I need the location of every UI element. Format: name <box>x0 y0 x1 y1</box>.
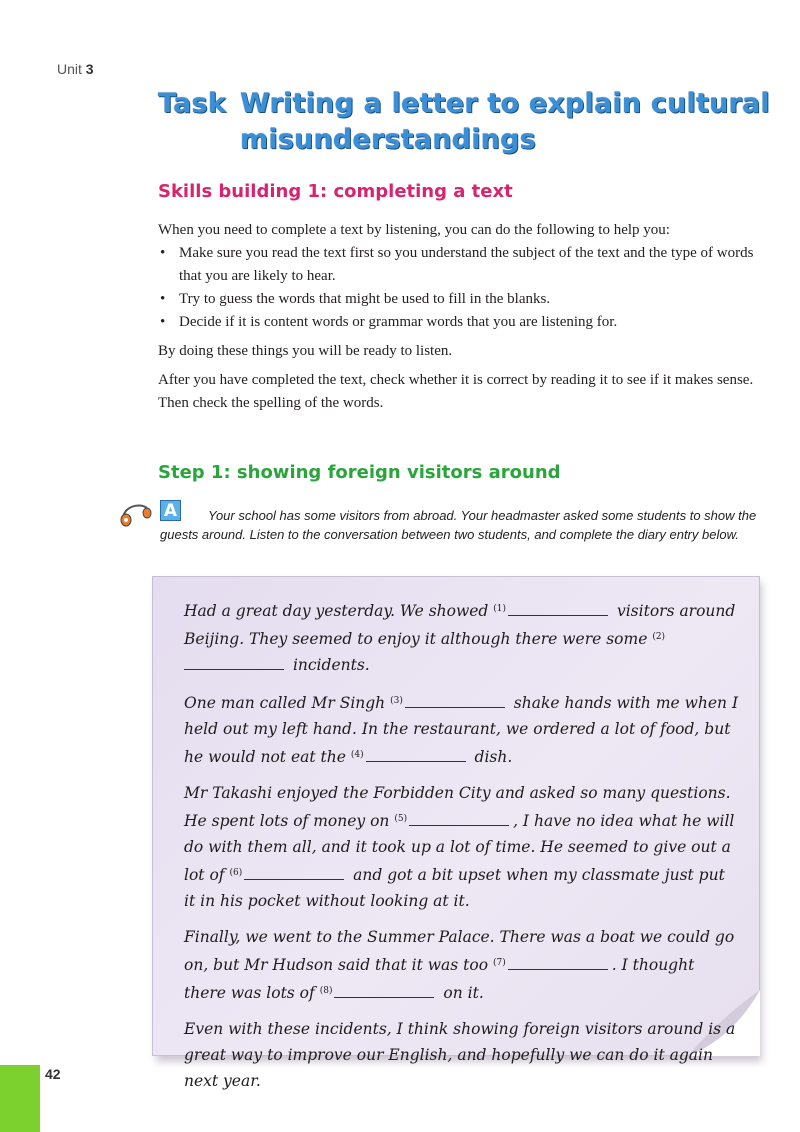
skills-paragraph-2: After you have completed the text, check whether it is correct by reading it to see if it makes sense. Then check the spelling of the words. <box>158 372 754 411</box>
blank-number: (7) <box>493 958 506 968</box>
skills-heading: Skills building 1: completing a text <box>158 181 513 202</box>
page-title <box>158 86 778 158</box>
blank-3-input[interactable] <box>405 693 505 708</box>
blank-number: (4) <box>350 750 364 760</box>
diary-entry <box>184 596 739 1104</box>
title-line-2: misunderstandings <box>240 124 536 155</box>
skills-bullet: • Try to guess the words that might be used to fill in the blanks. <box>158 288 758 311</box>
page-tab <box>0 1065 40 1132</box>
skills-bullet: • Make sure you read the text first so you understand the subject of the text and the type of words that you are likely to hear. <box>158 242 758 288</box>
headphones-icon <box>117 499 157 529</box>
blank-7-input[interactable] <box>508 955 608 970</box>
blank-4-input[interactable] <box>366 747 466 762</box>
blank-number: (8) <box>319 986 333 996</box>
unit-prefix: Unit <box>57 61 82 77</box>
blank-number: (2) <box>652 632 666 642</box>
blank-1-input[interactable] <box>508 601 608 616</box>
unit-number: 3 <box>85 61 94 77</box>
activity-a-badge: A <box>160 500 181 521</box>
skills-bullet: • Decide if it is content words or grammar words that you are listening for. <box>158 311 758 334</box>
step1-heading: Step 1: showing foreign visitors around <box>158 462 561 483</box>
blank-8-input[interactable] <box>334 983 434 998</box>
blank-6-input[interactable] <box>244 865 344 880</box>
title-task-label: Task <box>158 88 226 119</box>
diary-paragraph-3: Mr Takashi enjoyed the Forbidden City and asked so many questions. He spent lots of money on $^{(5)}$ , I have no idea what he will do with them all, and it took up a lot of time. He seemed to give out a lot of $^{(6)}$ and got a bit upset when my classmate just put it in his pocket without looking at it. <box>184 784 735 910</box>
blank-2-input[interactable] <box>184 655 284 670</box>
blank-number: (5) <box>394 814 408 824</box>
skills-paragraph-1: By doing these things you will be ready to listen. <box>158 343 453 359</box>
skills-body <box>158 219 758 415</box>
blank-5-input[interactable] <box>409 811 509 826</box>
diary-paragraph-1: Had a great day yesterday. We showed $^{(1)}$ visitors around Beijing. They seemed to enjoy it although there were some $^{(2)}$ incidents. <box>184 602 736 674</box>
page-number: 42 <box>45 1066 61 1082</box>
diary-paragraph-4: Finally, we went to the Summer Palace. There was a boat we could go on, but Mr Hudson said that it was too $^{(7)}$ . I thought there was lots of $^{(8)}$ on it. <box>184 928 735 1002</box>
skills-bullet-list <box>158 242 758 334</box>
blank-number: (3) <box>390 696 403 706</box>
skills-intro: When you need to complete a text by listening, you can do the following to help you: <box>158 222 670 238</box>
unit-label <box>57 61 94 77</box>
blank-number: (1) <box>493 604 507 614</box>
title-line-1: Writing a letter to explain cultural <box>240 88 770 119</box>
diary-paragraph-5: Even with these incidents, I think showing foreign visitors around is a great way to improve our English, and hopefully we can do it again next year. <box>184 1020 736 1090</box>
blank-number: (6) <box>229 868 243 878</box>
diary-paragraph-2: One man called Mr Singh $^{(3)}$ shake hands with me when I held out my left hand. In the restaurant, we ordered a lot of food, but he would not eat the $^{(4)}$ dish. <box>184 694 739 766</box>
activity-instruction: Your school has some visitors from abroad. Your headmaster asked some students to show the guests around. Listen to the conversation between two students, and complete the diary entry below. <box>160 508 757 542</box>
